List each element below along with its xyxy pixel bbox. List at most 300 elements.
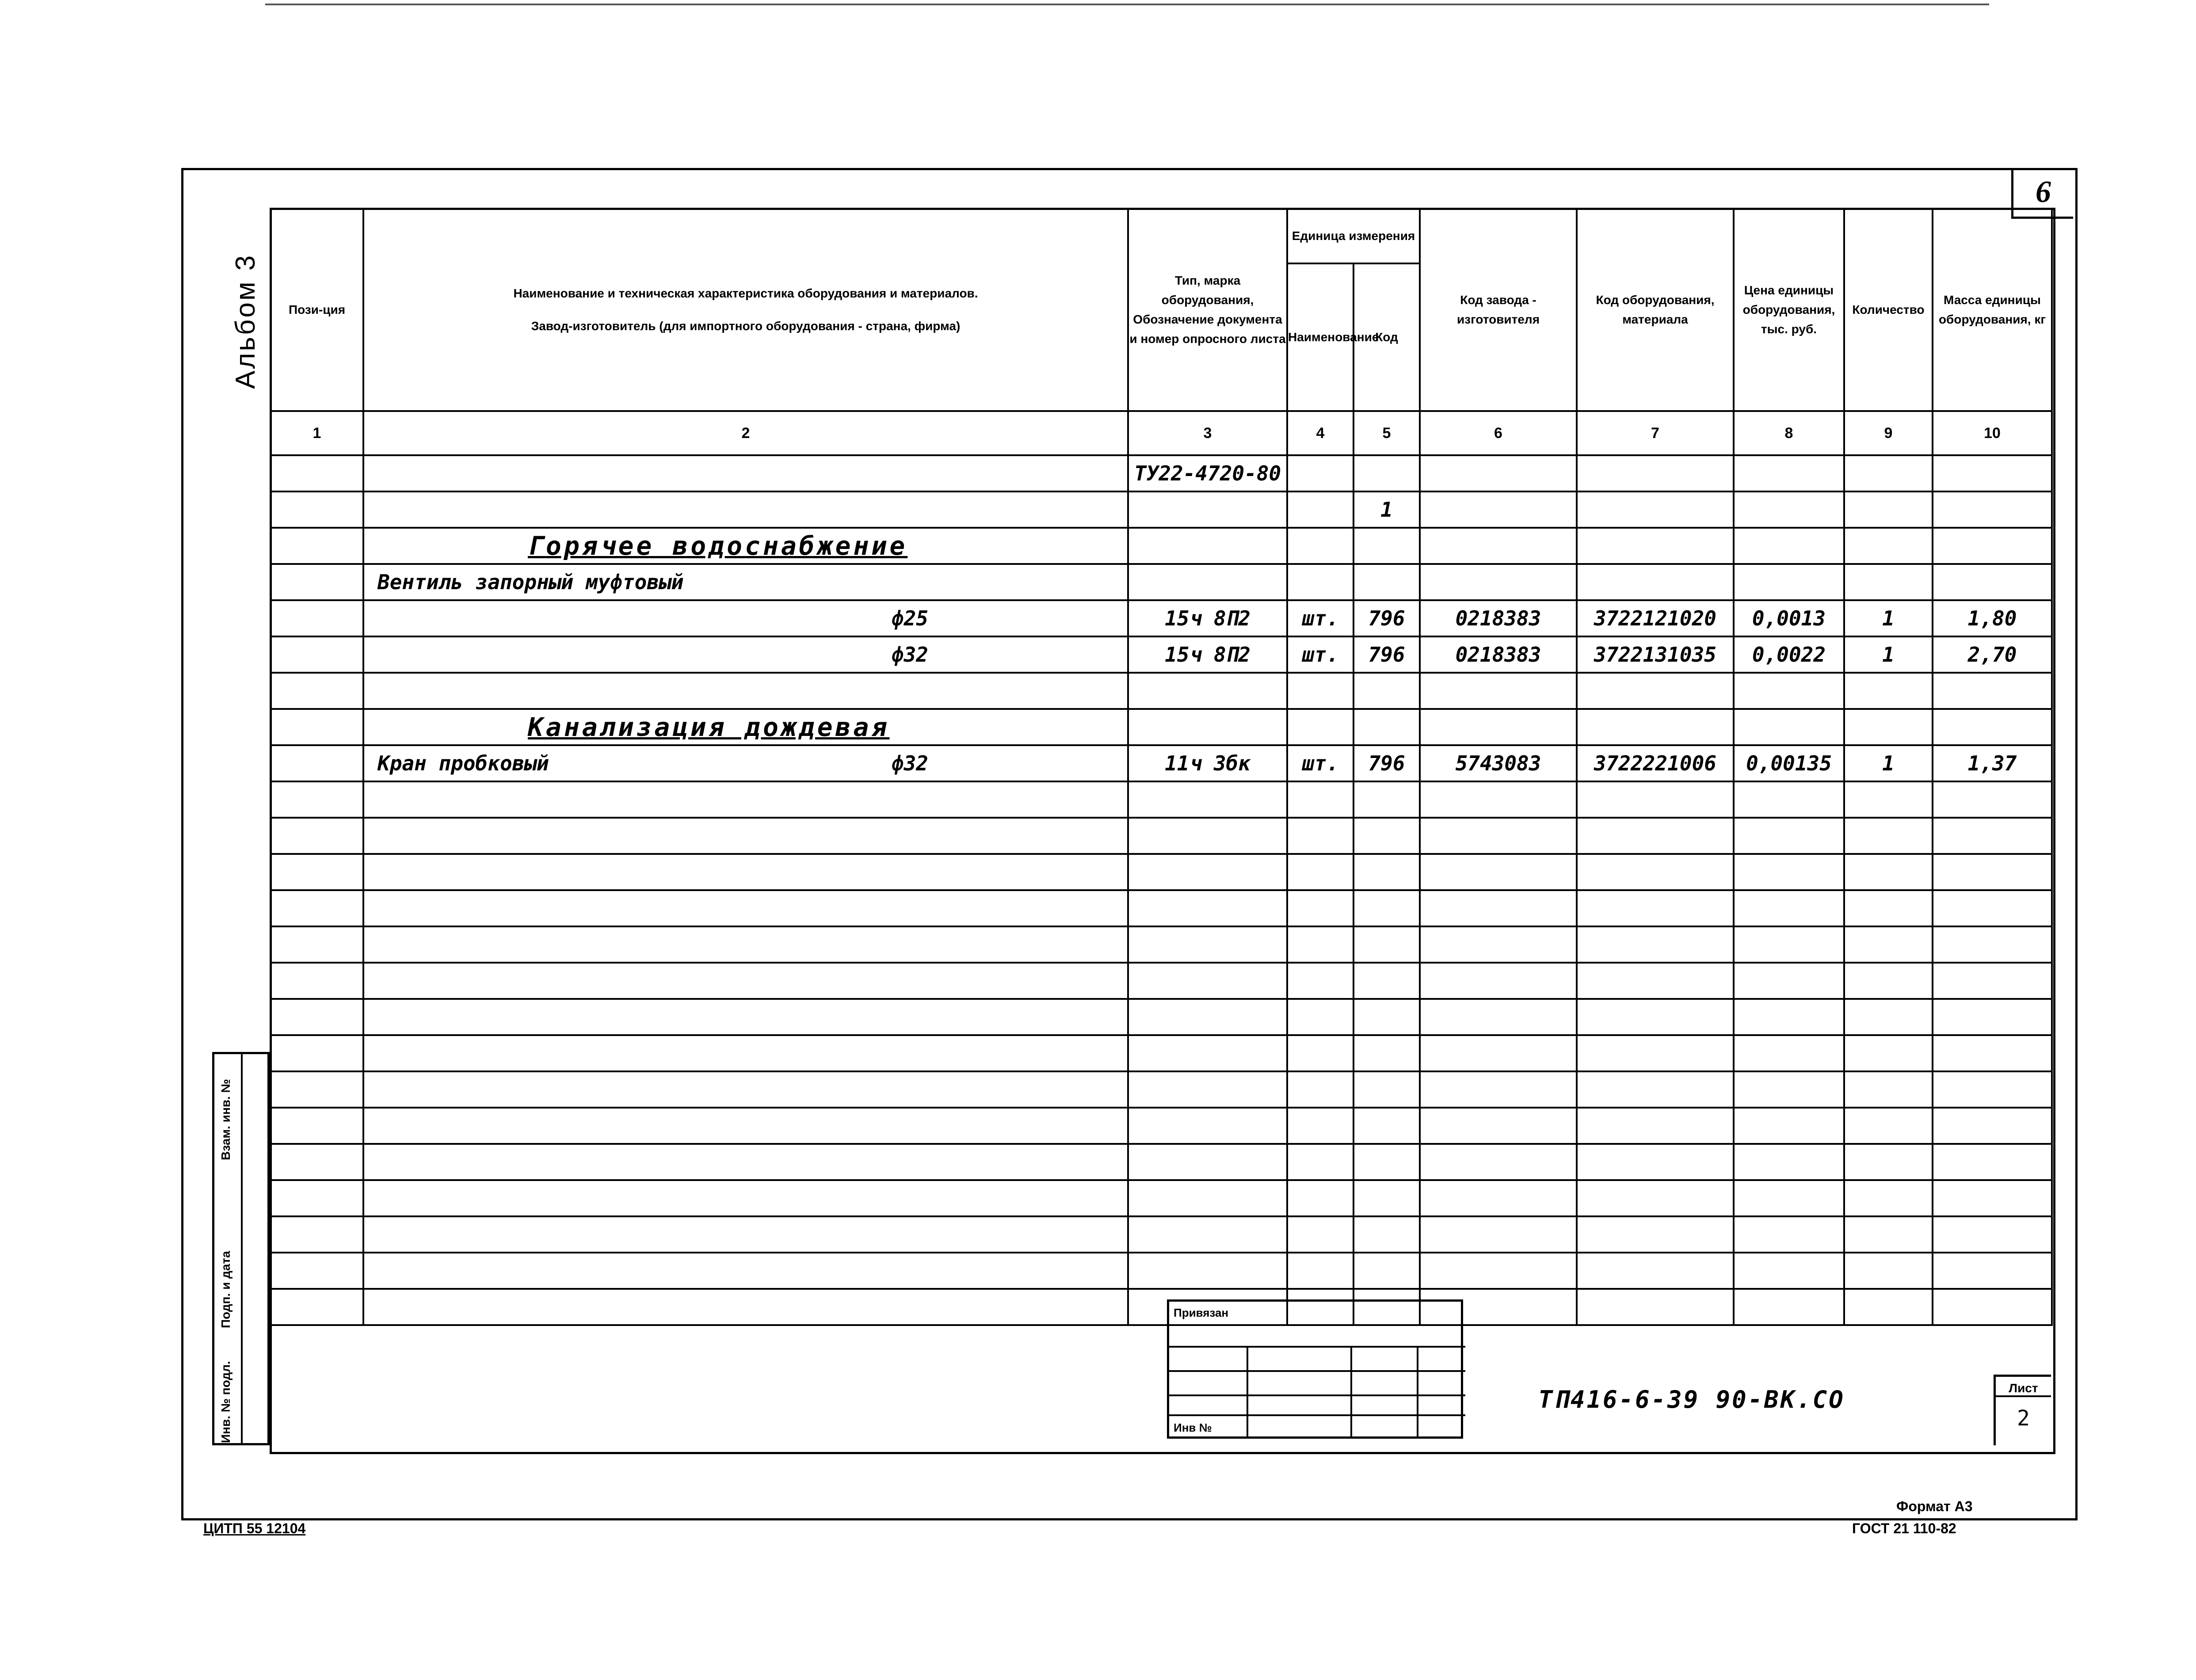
cell-col-1 <box>271 600 363 636</box>
table-row <box>271 781 2052 818</box>
cell-col-3 <box>1128 1216 1287 1253</box>
cell-col-7 <box>1577 1144 1734 1180</box>
cell-col-4 <box>1287 1071 1353 1108</box>
cell-col-2 <box>363 1071 1128 1108</box>
cell-col-7 <box>1577 709 1734 745</box>
cell-col-9 <box>1844 1144 1933 1180</box>
cell-col-3 <box>1128 564 1287 600</box>
cell-col-5 <box>1353 1216 1420 1253</box>
cell-col-3 <box>1128 1253 1287 1289</box>
cell-col-2 <box>363 455 1128 491</box>
header-factory-code: Код завода - изготовителя <box>1420 209 1577 411</box>
stamp-line <box>1169 1394 1465 1396</box>
table-row <box>271 564 2052 600</box>
cell-col-7 <box>1577 528 1734 564</box>
gost-label: ГОСТ 21 110-82 <box>1852 1520 1956 1536</box>
cell-col-2 <box>363 890 1128 926</box>
table-row <box>271 1144 2052 1180</box>
cell-col-5 <box>1353 1144 1420 1180</box>
table-row <box>271 1108 2052 1144</box>
cell-col-3 <box>1128 1180 1287 1216</box>
col-number: 1 <box>271 411 363 455</box>
cell-col-8 <box>1734 673 1844 709</box>
cell-col-3 <box>1128 999 1287 1035</box>
cell-col-2 <box>363 854 1128 890</box>
cell-col-2 <box>363 491 1128 528</box>
cell-col-10 <box>1933 1144 2052 1180</box>
cell-col-6 <box>1420 1216 1577 1253</box>
table-row <box>271 673 2052 709</box>
cell-col-9 <box>1844 818 1933 854</box>
header-price: Цена единицы оборудования, тыс. руб. <box>1734 209 1844 411</box>
cell-col-1 <box>271 636 363 673</box>
cell-col-7 <box>1577 491 1734 528</box>
cell-col-10 <box>1933 1071 2052 1108</box>
col-number: 4 <box>1287 411 1353 455</box>
cell-col-3: ТУ22-4720-80 <box>1128 455 1287 491</box>
cell-col-9 <box>1844 1289 1933 1325</box>
table-row <box>271 491 2052 528</box>
cell-col-6 <box>1420 1253 1577 1289</box>
cell-col-10 <box>1933 1289 2052 1325</box>
table-row <box>271 636 2052 673</box>
cell-col-4 <box>1287 1144 1353 1180</box>
cell-col-5 <box>1353 673 1420 709</box>
stamp-line <box>1417 1346 1418 1439</box>
cell-col-10 <box>1933 781 2052 818</box>
bottom-left-code: ЦИТП 55 12104 <box>203 1520 306 1536</box>
cell-col-4 <box>1287 854 1353 890</box>
table-row <box>271 709 2052 745</box>
cell-col-8 <box>1734 564 1844 600</box>
cell-col-4 <box>1287 528 1353 564</box>
table-row <box>271 890 2052 926</box>
cell-col-1 <box>271 745 363 781</box>
cell-col-8 <box>1734 1180 1844 1216</box>
cell-col-5 <box>1353 709 1420 745</box>
header-equipment-code: Код оборудования, материала <box>1577 209 1734 411</box>
cell-col-2 <box>363 963 1128 999</box>
cell-col-5: 1 <box>1353 491 1420 528</box>
cell-col-8 <box>1734 890 1844 926</box>
table-row <box>271 1216 2052 1253</box>
cell-col-2 <box>363 926 1128 963</box>
cell-col-8: 0,00135 <box>1734 745 1844 781</box>
cell-col-10: 1,80 <box>1933 600 2052 636</box>
cell-col-1 <box>271 1216 363 1253</box>
cell-col-3 <box>1128 528 1287 564</box>
cell-col-9 <box>1844 1180 1933 1216</box>
cell-col-10 <box>1933 673 2052 709</box>
item-diameter: ф25 <box>891 606 928 630</box>
cell-col-5 <box>1353 854 1420 890</box>
cell-col-9 <box>1844 564 1933 600</box>
cell-col-7 <box>1577 1216 1734 1253</box>
col-number: 6 <box>1420 411 1577 455</box>
cell-col-6 <box>1420 890 1577 926</box>
strip-sign-label: Подп. и дата <box>219 1251 233 1328</box>
cell-col-5 <box>1353 818 1420 854</box>
header-unit-code: Код <box>1353 263 1420 411</box>
stamp-attached-label: Привязан <box>1174 1306 1229 1319</box>
cell-col-3: 15ч 8П2 <box>1128 636 1287 673</box>
cell-col-1 <box>271 963 363 999</box>
col-number: 3 <box>1128 411 1287 455</box>
column-number-row <box>271 411 2052 455</box>
table-row <box>271 528 2052 564</box>
cell-col-8 <box>1734 854 1844 890</box>
cell-col-9 <box>1844 455 1933 491</box>
cell-col-3 <box>1128 673 1287 709</box>
cell-col-9 <box>1844 1253 1933 1289</box>
cell-col-4 <box>1287 564 1353 600</box>
cell-col-7 <box>1577 854 1734 890</box>
cell-col-7 <box>1577 1180 1734 1216</box>
cell-col-2 <box>363 600 1128 636</box>
cell-col-4 <box>1287 890 1353 926</box>
cell-col-4 <box>1287 1108 1353 1144</box>
cell-col-6 <box>1420 1144 1577 1180</box>
cell-col-3: 15ч 8П2 <box>1128 600 1287 636</box>
table-row <box>271 600 2052 636</box>
cell-col-7 <box>1577 673 1734 709</box>
format-label: Формат А3 <box>1896 1498 1973 1514</box>
table-body <box>271 455 2052 1325</box>
cell-col-9 <box>1844 1108 1933 1144</box>
cell-col-9 <box>1844 709 1933 745</box>
cell-col-5 <box>1353 963 1420 999</box>
cell-col-7 <box>1577 890 1734 926</box>
cell-col-3 <box>1128 926 1287 963</box>
cell-col-1 <box>271 528 363 564</box>
stamp-line <box>1350 1346 1352 1439</box>
cell-col-3 <box>1128 1071 1287 1108</box>
cell-col-9 <box>1844 781 1933 818</box>
cell-col-7 <box>1577 1035 1734 1071</box>
cell-col-9 <box>1844 854 1933 890</box>
col-number: 5 <box>1353 411 1420 455</box>
cell-col-3 <box>1128 1144 1287 1180</box>
cell-col-6 <box>1420 818 1577 854</box>
cell-col-8 <box>1734 1253 1844 1289</box>
cell-col-4 <box>1287 963 1353 999</box>
stamp-line <box>1169 1346 1465 1348</box>
strip-replace-label: Взам. инв. № <box>219 1079 233 1160</box>
cell-col-5 <box>1353 781 1420 818</box>
cell-col-7 <box>1577 1108 1734 1144</box>
cell-col-8 <box>1734 1216 1844 1253</box>
cell-col-1 <box>271 818 363 854</box>
cell-col-5: 796 <box>1353 600 1420 636</box>
stamp-line <box>1169 1414 1465 1416</box>
table-row <box>271 854 2052 890</box>
cell-col-8: 0,0013 <box>1734 600 1844 636</box>
table-row <box>271 745 2052 781</box>
cell-col-2 <box>363 745 1128 781</box>
sheet-number: 2 <box>1996 1395 2051 1431</box>
cell-col-1 <box>271 926 363 963</box>
cell-col-6 <box>1420 564 1577 600</box>
cell-col-3 <box>1128 781 1287 818</box>
cell-col-5: 796 <box>1353 636 1420 673</box>
cell-col-1 <box>271 673 363 709</box>
table-row <box>271 455 2052 491</box>
section-title: Горячее водоснабжение <box>528 531 908 561</box>
col-number: 7 <box>1577 411 1734 455</box>
cell-col-4 <box>1287 1180 1353 1216</box>
document-code: ТП416-6-39 90-ВК.СО <box>1538 1386 1845 1413</box>
cell-col-1 <box>271 1144 363 1180</box>
item-name: Вентиль запорный муфтовый <box>377 570 684 594</box>
cell-col-4 <box>1287 1035 1353 1071</box>
cell-col-6 <box>1420 963 1577 999</box>
cell-col-2 <box>363 1289 1128 1325</box>
cell-col-7 <box>1577 818 1734 854</box>
cell-col-8 <box>1734 528 1844 564</box>
cell-col-5 <box>1353 455 1420 491</box>
cell-col-1 <box>271 709 363 745</box>
cell-col-5 <box>1353 999 1420 1035</box>
table-row <box>271 963 2052 999</box>
table-row <box>271 818 2052 854</box>
cell-col-7 <box>1577 963 1734 999</box>
cell-col-9 <box>1844 926 1933 963</box>
table-row <box>271 1289 2052 1325</box>
cell-col-10 <box>1933 1253 2052 1289</box>
header-type: Тип, марка оборудования, Обозначение документа и номер опросного листа <box>1128 209 1287 411</box>
section-title: Канализация дождевая <box>528 712 890 742</box>
cell-col-5 <box>1353 1180 1420 1216</box>
sheet-corner-number: 6 <box>2011 170 2073 219</box>
cell-col-8 <box>1734 963 1844 999</box>
cell-col-10 <box>1933 963 2052 999</box>
specification-table <box>270 208 2053 1326</box>
header-name-line1: Наименование и техническая характеристика оборудования и материалов. <box>513 286 978 300</box>
cell-col-7: 3722121020 <box>1577 600 1734 636</box>
cell-col-2 <box>363 781 1128 818</box>
cell-col-2 <box>363 709 1128 745</box>
cell-col-10 <box>1933 1216 2052 1253</box>
cell-col-1 <box>271 781 363 818</box>
col-number: 10 <box>1933 411 2052 455</box>
cell-col-2 <box>363 636 1128 673</box>
cell-col-10 <box>1933 926 2052 963</box>
cell-col-8 <box>1734 1035 1844 1071</box>
cell-col-6 <box>1420 1180 1577 1216</box>
album-label: Альбом 3 <box>230 253 261 389</box>
cell-col-2 <box>363 1253 1128 1289</box>
cell-col-8 <box>1734 1108 1844 1144</box>
cell-col-9 <box>1844 673 1933 709</box>
cell-col-3 <box>1128 854 1287 890</box>
table-row <box>271 999 2052 1035</box>
strip-divider <box>241 1054 243 1443</box>
cell-col-6 <box>1420 1071 1577 1108</box>
cell-col-1 <box>271 1180 363 1216</box>
cell-col-9: 1 <box>1844 600 1933 636</box>
cell-col-2 <box>363 1144 1128 1180</box>
cell-col-8: 0,0022 <box>1734 636 1844 673</box>
cell-col-8 <box>1734 491 1844 528</box>
stamp-inv-label: Инв № <box>1174 1421 1212 1434</box>
cell-col-7 <box>1577 564 1734 600</box>
cell-col-10: 1,37 <box>1933 745 2052 781</box>
cell-col-1 <box>271 890 363 926</box>
cell-col-6 <box>1420 926 1577 963</box>
cell-col-8 <box>1734 818 1844 854</box>
col-number: 2 <box>363 411 1128 455</box>
cell-col-9 <box>1844 890 1933 926</box>
cell-col-4: шт. <box>1287 745 1353 781</box>
cell-col-10 <box>1933 818 2052 854</box>
cell-col-5 <box>1353 926 1420 963</box>
cell-col-8 <box>1734 926 1844 963</box>
cell-col-5 <box>1353 1071 1420 1108</box>
attachment-stamp <box>1167 1299 1463 1439</box>
cell-col-6 <box>1420 673 1577 709</box>
item-diameter: ф32 <box>891 643 928 667</box>
cell-col-4 <box>1287 1253 1353 1289</box>
cell-col-10 <box>1933 1035 2052 1071</box>
cell-col-10 <box>1933 999 2052 1035</box>
cell-col-5 <box>1353 1108 1420 1144</box>
cell-col-4 <box>1287 999 1353 1035</box>
cell-col-2 <box>363 818 1128 854</box>
cell-col-4 <box>1287 1216 1353 1253</box>
cell-col-7 <box>1577 1253 1734 1289</box>
cell-col-5 <box>1353 564 1420 600</box>
stamp-line <box>1247 1346 1248 1439</box>
cell-col-8 <box>1734 781 1844 818</box>
item-name: Кран пробковый <box>377 751 549 775</box>
cell-col-9 <box>1844 1216 1933 1253</box>
cell-col-4 <box>1287 673 1353 709</box>
cell-col-9: 1 <box>1844 636 1933 673</box>
cell-col-7 <box>1577 455 1734 491</box>
cell-col-3 <box>1128 818 1287 854</box>
cell-col-9 <box>1844 1071 1933 1108</box>
cell-col-10 <box>1933 709 2052 745</box>
cell-col-6 <box>1420 455 1577 491</box>
table-row <box>271 1253 2052 1289</box>
cell-col-10: 2,70 <box>1933 636 2052 673</box>
cell-col-5 <box>1353 890 1420 926</box>
cell-col-5 <box>1353 1035 1420 1071</box>
cell-col-1 <box>271 1035 363 1071</box>
cell-col-10 <box>1933 890 2052 926</box>
cell-col-7 <box>1577 999 1734 1035</box>
cell-col-5 <box>1353 528 1420 564</box>
cell-col-6 <box>1420 781 1577 818</box>
table-row <box>271 1180 2052 1216</box>
cell-col-7 <box>1577 926 1734 963</box>
cell-col-6 <box>1420 1035 1577 1071</box>
cell-col-4 <box>1287 455 1353 491</box>
cell-col-4 <box>1287 818 1353 854</box>
cell-col-9 <box>1844 999 1933 1035</box>
cell-col-1 <box>271 1253 363 1289</box>
cell-col-4: шт. <box>1287 636 1353 673</box>
cell-col-10 <box>1933 455 2052 491</box>
cell-col-7 <box>1577 1289 1734 1325</box>
cell-col-10 <box>1933 854 2052 890</box>
cell-col-6 <box>1420 999 1577 1035</box>
cell-col-3 <box>1128 1035 1287 1071</box>
cell-col-8 <box>1734 709 1844 745</box>
cell-col-7 <box>1577 781 1734 818</box>
cell-col-4 <box>1287 781 1353 818</box>
left-approval-strip <box>212 1052 270 1445</box>
cell-col-2 <box>363 999 1128 1035</box>
cell-col-3 <box>1128 1108 1287 1144</box>
cell-col-6 <box>1420 1108 1577 1144</box>
header-unit-name: Наименование <box>1287 263 1353 411</box>
cell-col-2 <box>363 1216 1128 1253</box>
cell-col-7 <box>1577 1071 1734 1108</box>
cell-col-1 <box>271 1289 363 1325</box>
cell-col-6: 5743083 <box>1420 745 1577 781</box>
header-name <box>363 209 1128 411</box>
cell-col-4: шт. <box>1287 600 1353 636</box>
cell-col-1 <box>271 564 363 600</box>
cell-col-8 <box>1734 455 1844 491</box>
header-quantity: Количество <box>1844 209 1933 411</box>
cell-col-10 <box>1933 564 2052 600</box>
cell-col-10 <box>1933 1180 2052 1216</box>
item-diameter: ф32 <box>891 751 928 775</box>
cell-col-4 <box>1287 491 1353 528</box>
cell-col-2 <box>363 1035 1128 1071</box>
cell-col-6 <box>1420 491 1577 528</box>
cell-col-9: 1 <box>1844 745 1933 781</box>
stamp-line <box>1169 1370 1465 1372</box>
cell-col-8 <box>1734 1071 1844 1108</box>
cell-col-2 <box>363 1180 1128 1216</box>
cell-col-7: 3722131035 <box>1577 636 1734 673</box>
cell-col-3: 11ч 3бк <box>1128 745 1287 781</box>
header-unit: Единица измерения <box>1287 209 1420 263</box>
cell-col-6 <box>1420 854 1577 890</box>
cell-col-6 <box>1420 709 1577 745</box>
cell-col-10 <box>1933 1108 2052 1144</box>
cell-col-5: 796 <box>1353 745 1420 781</box>
cell-col-6: 0218383 <box>1420 636 1577 673</box>
cell-col-1 <box>271 455 363 491</box>
cell-col-9 <box>1844 491 1933 528</box>
table-row <box>271 926 2052 963</box>
cell-col-3 <box>1128 890 1287 926</box>
cell-col-5 <box>1353 1253 1420 1289</box>
cell-col-10 <box>1933 528 2052 564</box>
header-mass: Масса единицы оборудования, кг <box>1933 209 2052 411</box>
cell-col-3 <box>1128 491 1287 528</box>
cell-col-6: 0218383 <box>1420 600 1577 636</box>
cell-col-2 <box>363 528 1128 564</box>
table-row <box>271 1035 2052 1071</box>
cell-col-1 <box>271 1108 363 1144</box>
sheet-label: Лист <box>2009 1381 2038 1395</box>
cell-col-6 <box>1420 528 1577 564</box>
cell-col-4 <box>1287 709 1353 745</box>
cell-col-3 <box>1128 963 1287 999</box>
top-border-line <box>265 4 1989 5</box>
header-position: Пози-ция <box>271 209 363 411</box>
cell-col-7: 3722221006 <box>1577 745 1734 781</box>
cell-col-8 <box>1734 1144 1844 1180</box>
cell-col-9 <box>1844 963 1933 999</box>
table-row <box>271 1071 2052 1108</box>
cell-col-9 <box>1844 1035 1933 1071</box>
